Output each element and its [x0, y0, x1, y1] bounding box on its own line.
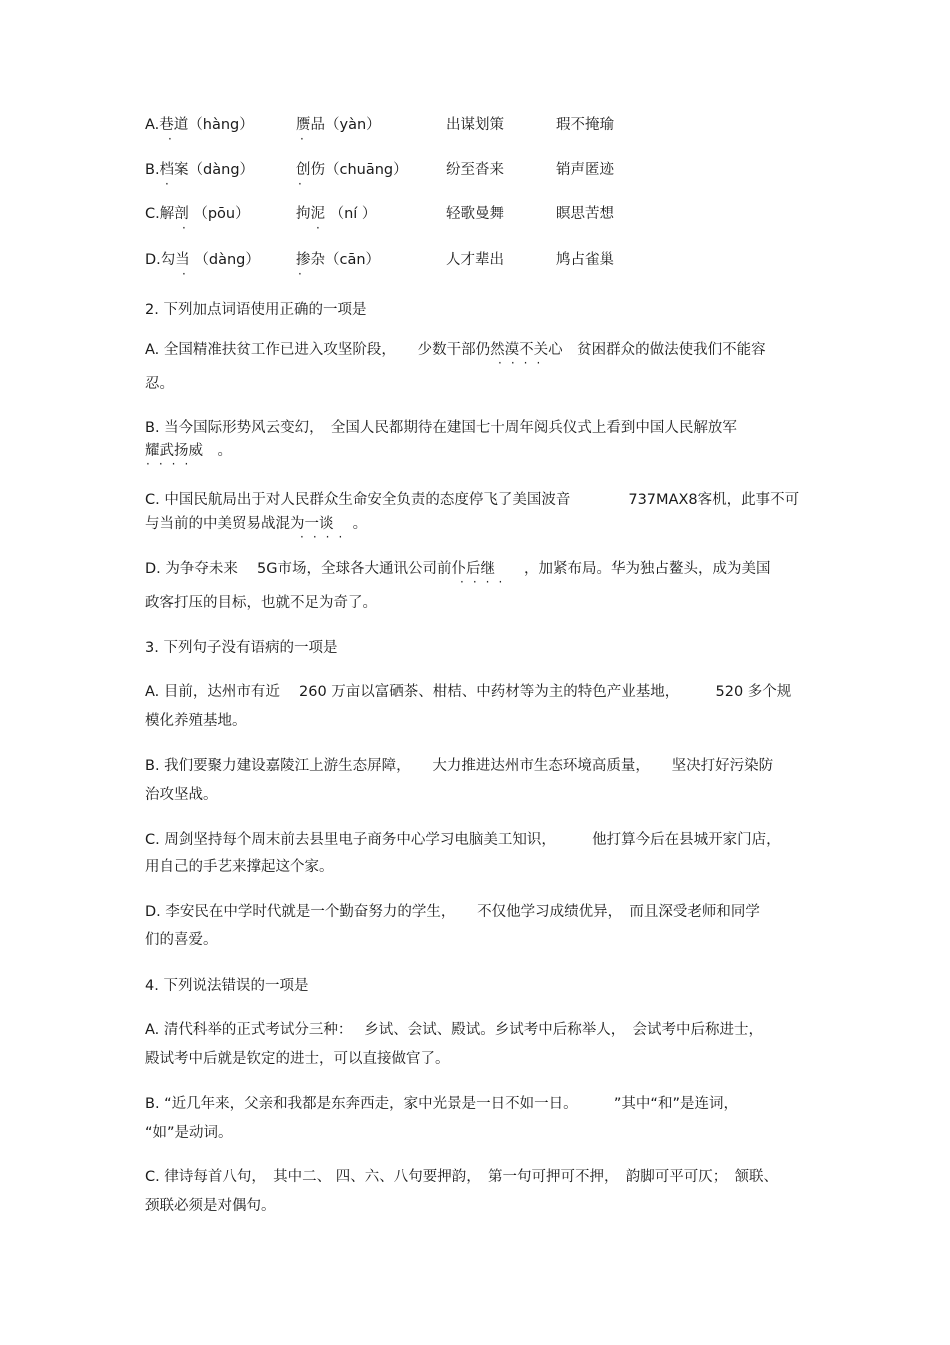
q3-option-c-line2: 用自己的手艺来撑起这个家。 — [145, 859, 334, 875]
q2-option-d-line1: D. 为争夺未来 5G市场，全球各大通讯公司前仆后继 ，加紧布局。华为独占鳌头，成为美国 — [145, 561, 771, 577]
q1-d-idiom-1: 人才辈出 — [446, 252, 504, 268]
q1-d-word: D.勾当 （dàng） — [145, 252, 260, 268]
emphasis-dot: · — [316, 221, 320, 235]
q2-option-a-line2: 忍。 — [145, 376, 174, 392]
emphasis-dot: · — [182, 267, 186, 281]
q3-option-a-line1: A. 目前，达州市有近 260 万亩以富硒茶、柑桔、中药材等为主的特色产业基地， 520 多个规 — [145, 684, 792, 700]
q1-a-word-2: 赝品（yàn） — [296, 117, 381, 133]
q2-option-d-line2: 政客打压的目标，也就不足为奇了。 — [145, 595, 377, 611]
emphasis-dot: · — [298, 267, 302, 281]
q1-c-idiom-2: 瞑思苦想 — [556, 206, 614, 222]
q2-option-c-line1: C. 中国民航局出于对人民群众生命安全负责的态度停飞了美国波音 737MAX8客机，此事不可 — [145, 492, 800, 508]
q3-option-c-line1: C. 周剑坚持每个周末前去县里电子商务中心学习电脑美工知识， 他打算今后在县城开家门店， — [145, 832, 781, 848]
q1-a-word: A.巷道（hàng） — [145, 117, 254, 133]
q4-option-b-line2: “如”是动词。 — [145, 1125, 233, 1141]
q2-stem: 2. 下列加点词语使用正确的一项是 — [145, 302, 367, 318]
q4-option-c-line2: 颈联必须是对偶句。 — [145, 1198, 276, 1214]
q1-b-word-2: 创伤（chuāng） — [296, 162, 408, 178]
q1-a-idiom-1: 出谋划策 — [446, 117, 504, 133]
q3-option-d-line1: D. 李安民在中学时代就是一个勤奋努力的学生， 不仅他学习成绩优异， 而且深受老师和同学 — [145, 904, 760, 920]
q4-option-c-line1: C. 律诗每首八句， 其中二、 四、六、八句要押韵， 第一句可押可不押， 韵脚可平可仄； 颔联、 — [145, 1169, 778, 1185]
q2-option-b-line2: 耀武扬威 。 — [145, 443, 232, 459]
q1-c-idiom-1: 轻歌曼舞 — [446, 206, 504, 222]
q1-d-idiom-2: 鸠占雀巢 — [556, 252, 614, 268]
q3-option-a-line2: 模化养殖基地。 — [145, 713, 247, 729]
q3-option-d-line2: 们的喜爱。 — [145, 932, 218, 948]
q2-option-c-line2: 与当前的中美贸易战混为一谈 。 — [145, 516, 368, 532]
q3-option-b-line2: 治攻坚战。 — [145, 787, 218, 803]
q3-stem: 3. 下列句子没有语病的一项是 — [145, 640, 338, 656]
emphasis-dot: · — [182, 221, 186, 235]
q4-option-a-line2: 殿试考中后就是钦定的进士，可以直接做官了。 — [145, 1051, 450, 1067]
emphasis-dot: · — [165, 177, 169, 191]
q2-option-b-line1: B. 当今国际形势风云变幻， 全国人民都期待在建国七十周年阅兵仪式上看到中国人民解放军 — [145, 420, 737, 436]
emphasis-dot: · — [298, 177, 302, 191]
q1-d-word-2: 掺杂（cān） — [296, 252, 381, 268]
q4-stem: 4. 下列说法错误的一项是 — [145, 978, 309, 994]
emphasis-dots: ···· — [498, 356, 550, 370]
q1-a-idiom-2: 瑕不掩瑜 — [556, 117, 614, 133]
q1-c-word-2: 拘泥 （ní ） — [296, 206, 377, 222]
q3-option-b-line1: B. 我们要聚力建设嘉陵江上游生态屏障， 大力推进达州市生态环境高质量， 坚决打好污染防 — [145, 758, 774, 774]
q1-b-idiom-2: 销声匿迹 — [556, 162, 614, 178]
emphasis-dot: · — [300, 132, 304, 146]
emphasis-dots: ···· — [300, 530, 352, 544]
q1-c-word: C.解剖 （pōu） — [145, 206, 250, 222]
q1-b-idiom-1: 纷至沓来 — [446, 162, 504, 178]
emphasis-dot: · — [168, 132, 172, 146]
q4-option-a-line1: A. 清代科举的正式考试分三种： 乡试、会试、殿试。乡试考中后称举人， 会试考中后称进士， — [145, 1022, 763, 1038]
q2-option-a-line1: A. 全国精准扶贫工作已进入攻坚阶段， 少数干部仍然漠不关心 贫困群众的做法使我们不能容 — [145, 342, 766, 358]
emphasis-dots: ···· — [146, 457, 198, 471]
emphasis-dots: ···· — [460, 575, 512, 589]
q1-b-word: B.档案（dàng） — [145, 162, 255, 178]
q4-option-b-line1: B. “近几年来，父亲和我都是东奔西走，家中光景是一日不如一日。 ”其中“和”是连词， — [145, 1096, 738, 1112]
